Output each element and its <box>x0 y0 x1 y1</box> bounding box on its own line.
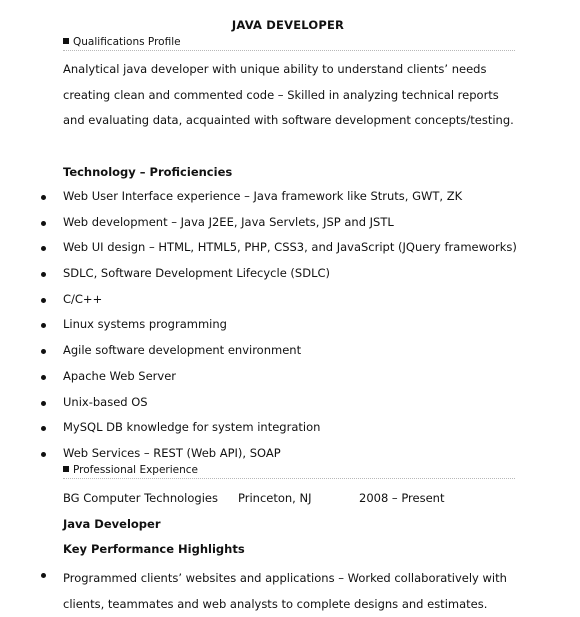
bullet-icon <box>41 195 46 200</box>
document-title: JAVA DEVELOPER <box>231 18 345 32</box>
experience-section-header <box>63 464 515 479</box>
bullet-icon <box>41 573 46 578</box>
bullet-icon <box>41 349 46 354</box>
bullet-icon <box>41 272 46 277</box>
list-item: C/C++ <box>0 287 560 313</box>
bullet-icon <box>41 298 46 303</box>
list-item: Web User Interface experience – Java framework like Struts, GWT, ZK <box>0 184 560 210</box>
list-item: MySQL DB knowledge for system integration <box>0 415 560 441</box>
technology-heading: Technology – Proficiencies <box>63 165 233 179</box>
list-item: Linux systems programming <box>0 312 560 338</box>
square-bullet-icon <box>63 38 69 44</box>
list-item: SDLC, Software Development Lifecycle (SDLC) <box>0 261 560 287</box>
job-dates: 2008 – Present <box>359 491 445 505</box>
bullet-icon <box>41 375 46 380</box>
bullet-icon <box>41 401 46 406</box>
job-role: Java Developer <box>63 517 161 531</box>
highlights-heading: Key Performance Highlights <box>63 542 245 556</box>
bullet-icon <box>41 323 46 328</box>
qualifications-summary: Analytical java developer with unique ability to understand clients’ needs creating clean and commented code – Skilled in analyzing technical reports and evaluating data, acquainted with software development concepts/testing. <box>63 62 514 127</box>
qualifications-heading: Qualifications Profile <box>73 36 181 48</box>
list-item: Web Services – REST (Web API), SOAP <box>0 441 560 467</box>
list-item: Unix-based OS <box>0 390 560 416</box>
company-name: BG Computer Technologies <box>63 491 218 505</box>
experience-heading: Professional Experience <box>73 464 198 476</box>
job-location: Princeton, NJ <box>238 491 312 505</box>
bullet-icon <box>41 221 46 226</box>
list-item: Agile software development environment <box>0 338 560 364</box>
list-item: Apache Web Server <box>0 364 560 390</box>
bullet-icon <box>41 452 46 457</box>
bullet-icon <box>41 246 46 251</box>
technology-list <box>0 184 560 467</box>
highlight-text: Programmed clients’ websites and applications – Worked collaboratively with clients, teammates and web analysts to complete designs and estimates. <box>63 571 507 611</box>
list-item: Web development – Java J2EE, Java Servlets, JSP and JSTL <box>0 210 560 236</box>
square-bullet-icon <box>63 466 69 472</box>
bullet-icon <box>41 426 46 431</box>
list-item: Web UI design – HTML, HTML5, PHP, CSS3, and JavaScript (JQuery frameworks) <box>0 235 560 261</box>
qualifications-section-header <box>63 36 515 51</box>
